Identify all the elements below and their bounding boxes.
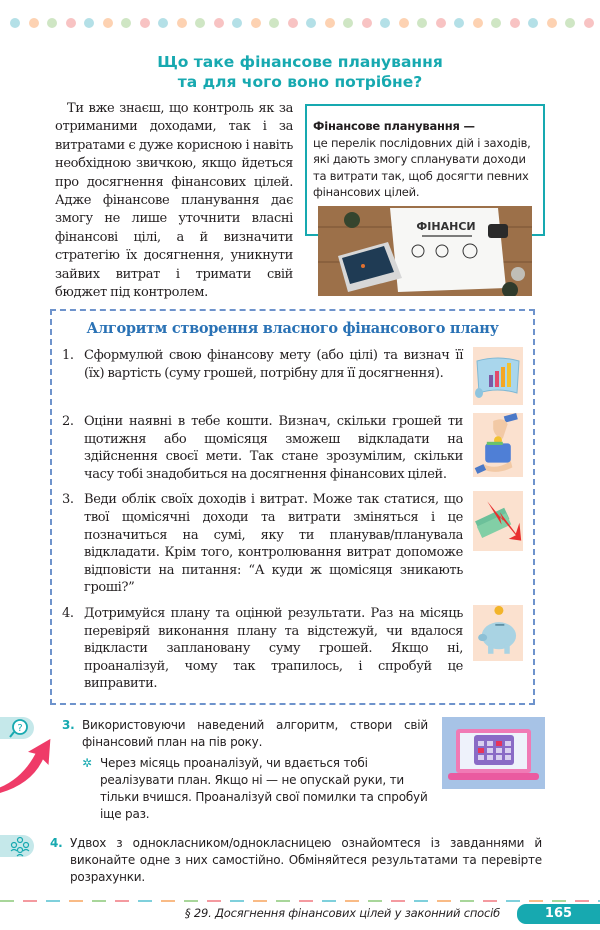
decor-dot	[454, 18, 464, 28]
task-note-text: Через місяць проаналізуй, чи вдається тобі реалізувати план. Якщо ні — не опускай руки, ти тільки вчишся. Проаналізуй свої помилки та спробуй іще раз.	[100, 755, 428, 821]
decor-dash	[161, 900, 175, 902]
task-text: Удвох з однокласником/однокласницею ознайомтеся із завданнями й виконайте одне з них самостійно. Обміняйтеся результатами та перевірте розрахунки.	[70, 835, 542, 884]
decor-dash	[23, 900, 37, 902]
algorithm-step	[62, 491, 463, 597]
decor-dash	[483, 900, 497, 902]
decor-dot	[510, 18, 520, 28]
decor-dash	[276, 900, 290, 902]
footer-divider	[0, 900, 600, 902]
step-text: Оціни наявні в тебе кошти. Визнач, скільки грошей ти щотижня або щомісяця зможеш відкладати на здійснення своєї мети. Так стане зрозумілим, скільки часу тобі знадобиться на досягнення фінансових цілей.	[84, 414, 463, 482]
decor-dot	[565, 18, 575, 28]
step-number: 2.	[62, 414, 74, 429]
decor-dash	[575, 900, 589, 902]
money-down-icon	[473, 491, 523, 551]
algorithm-title: Алгоритм створення власного фінансового плану	[86, 320, 499, 337]
decor-dot	[47, 18, 57, 28]
task-row-4	[0, 835, 600, 886]
decor-dash	[46, 900, 60, 902]
decor-dot	[214, 18, 224, 28]
algorithm-step-row	[62, 413, 523, 483]
lower-section	[0, 309, 600, 930]
algorithm-step	[62, 605, 463, 693]
step-number: 1.	[62, 348, 74, 363]
decor-dot	[251, 18, 261, 28]
decor-dot	[473, 18, 483, 28]
step-text: Веди облік своїх доходів і витрат. Може так статися, що твої щомісячні доходи та витрати зміняться і це позначиться на сумі, яку ти планував/планувала відкладати. Крім того, контролювання витрат допоможе відповісти на питання: “А куди ж щомісяця зникають гроші?”	[84, 492, 463, 596]
decor-dot	[306, 18, 316, 28]
decor-dot	[84, 18, 94, 28]
decor-dot	[436, 18, 446, 28]
decor-dot	[158, 18, 168, 28]
decor-dot	[491, 18, 501, 28]
group-icon	[0, 835, 34, 857]
pair-work-tab	[0, 835, 34, 857]
decor-dash	[552, 900, 566, 902]
decor-dot	[269, 18, 279, 28]
algorithm-step-row	[62, 491, 523, 597]
task-4	[50, 835, 542, 886]
decor-dot	[140, 18, 150, 28]
finance-photo	[318, 206, 532, 296]
algorithm-box	[50, 309, 535, 705]
wallet-icon	[473, 413, 523, 477]
decor-dash	[0, 900, 14, 902]
decor-dash	[184, 900, 198, 902]
decor-dash	[529, 900, 543, 902]
task-3	[62, 717, 428, 823]
algorithm-step	[62, 413, 463, 483]
decor-dot	[417, 18, 427, 28]
task-text: Використовуючи наведений алгоритм, створи свій фінансовий план на пів року.	[82, 717, 428, 749]
decor-dash	[253, 900, 267, 902]
decor-dash	[437, 900, 451, 902]
decor-dash	[138, 900, 152, 902]
calendar-laptop-icon	[442, 717, 545, 789]
decor-dot	[29, 18, 39, 28]
decor-dash	[322, 900, 336, 902]
decor-dot	[343, 18, 353, 28]
intro-paragraph: Ти вже знаєш, що контроль як за отриманими доходами, так і за витратами є дуже корисною і навіть необхідною звичкою, якщо йдеться про досягнення фінансових цілей. Адже фінансове планування дає змогу не лише уточнити власні фінансові цілі, а й визначити стратегію їх досягнення, уникнути зайвих витрат і тримати свій бюджет під контролем.	[55, 101, 293, 301]
task-row-3	[0, 717, 600, 823]
question-tab	[0, 717, 34, 739]
chart-scroll-icon	[473, 347, 523, 405]
decor-dot	[547, 18, 557, 28]
decor-dot	[362, 18, 372, 28]
decorative-dots	[10, 18, 600, 30]
decor-dash	[115, 900, 129, 902]
decor-dash	[230, 900, 244, 902]
decor-dot	[232, 18, 242, 28]
decor-dot	[528, 18, 538, 28]
decor-dash	[299, 900, 313, 902]
tasks-section	[0, 717, 600, 886]
decor-dash	[345, 900, 359, 902]
algorithm-step-row	[62, 605, 523, 693]
definition-term: Фінансове планування —	[313, 119, 475, 133]
decor-dot	[177, 18, 187, 28]
sun-icon: ✲	[82, 755, 92, 770]
decor-dash	[460, 900, 474, 902]
step-text: Дотримуйся плану та оцінюй результати. Раз на місяць перевіряй виконання плану та відстежуй, чи вдалося відкласти заплановану суму грошей. Якщо ні, проаналізуй, чому так трапилось, і спробуй це виправити.	[84, 605, 463, 692]
decor-dash	[414, 900, 428, 902]
step-text: Сформулюй свою фінансову мету (або цілі) та визнач її (їх) вартість (суму грошей, потрібну для її досягнення).	[84, 348, 463, 381]
task-number: 3.	[62, 717, 75, 732]
decor-dot	[399, 18, 409, 28]
decor-dot	[121, 18, 131, 28]
decor-dot	[10, 18, 20, 28]
decor-dot	[380, 18, 390, 28]
step-number: 4.	[62, 605, 74, 621]
svg-text:?: ?	[17, 722, 23, 734]
footer	[0, 900, 600, 930]
decor-dot	[66, 18, 76, 28]
definition-body: це перелік послідовних дій і заходів, які дають змогу спланувати доходи та витрати так, щоб досягти певних фінансових цілей.	[313, 135, 531, 199]
red-arrow-icon	[0, 737, 56, 793]
task-number: 4.	[50, 835, 63, 850]
decor-dot	[103, 18, 113, 28]
definition-text	[313, 118, 539, 201]
decor-dash	[207, 900, 221, 902]
footer-section: § 29. Досягнення фінансових цілей у законний спосіб	[184, 905, 500, 920]
title-line-2: та для чого воно потрібне?	[177, 73, 423, 91]
question-magnifier-icon	[0, 717, 34, 739]
decor-dash	[391, 900, 405, 902]
decor-dash	[368, 900, 382, 902]
decor-dash	[69, 900, 83, 902]
title-line-1: Що таке фінансове планування	[157, 53, 443, 71]
task-note	[82, 755, 428, 823]
step-number: 3.	[62, 492, 74, 508]
decor-dot	[325, 18, 335, 28]
section-title	[0, 52, 600, 92]
decor-dot	[288, 18, 298, 28]
algorithm-step-row	[62, 347, 523, 405]
decor-dot	[195, 18, 205, 28]
decor-dash	[506, 900, 520, 902]
algorithm-step	[62, 347, 463, 382]
decor-dot	[584, 18, 594, 28]
piggy-bank-icon	[473, 605, 523, 661]
decor-dash	[92, 900, 106, 902]
photo-caption: ФІНАНСИ	[416, 220, 476, 233]
page-number: 165	[517, 904, 600, 924]
